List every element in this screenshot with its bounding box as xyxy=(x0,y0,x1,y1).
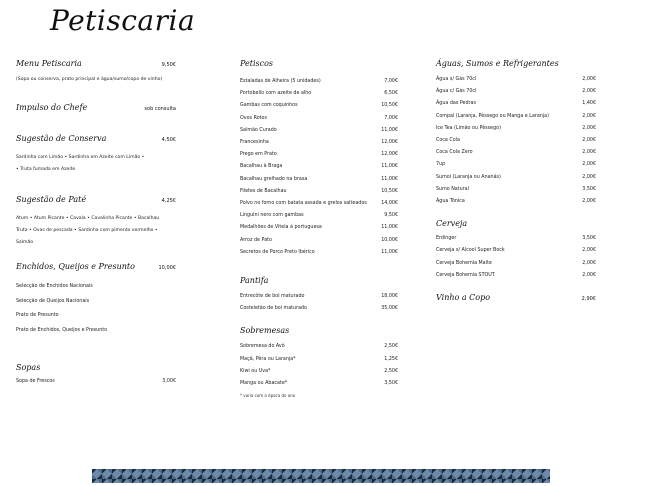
enchidos-item: Selecção de Queijos Nacionais xyxy=(16,298,90,304)
menu-item-price: 2,00€ xyxy=(582,113,596,119)
menu-item-name: 7up xyxy=(436,162,446,168)
menu-item-price: 2,00€ xyxy=(582,248,596,254)
decorative-border xyxy=(92,469,550,483)
conserva-title: Sugestão de Conserva xyxy=(16,134,107,143)
menu-item-price: 11,00€ xyxy=(381,127,398,133)
pate-header xyxy=(16,194,176,207)
menu-item-price: 2,00€ xyxy=(582,138,596,144)
menu-item-price: 7,00€ xyxy=(384,79,398,84)
menu-item xyxy=(436,172,596,184)
menu-item xyxy=(240,210,398,222)
sopas-title: Sopas xyxy=(16,363,41,372)
menu-item-name: Maçã, Pêra ou Laranja* xyxy=(240,356,296,362)
menu-item-price: 2,00€ xyxy=(582,162,596,168)
menu-item-name: Costeletão de boi maturado xyxy=(240,306,307,312)
menu-item xyxy=(436,147,596,159)
right-column xyxy=(436,58,596,305)
menu-item xyxy=(240,354,398,366)
menu-item xyxy=(436,184,596,196)
menu-item-name: Cerveja Bohemia Malte xyxy=(436,260,492,266)
enchidos-header xyxy=(16,261,176,274)
menu-item-name: Ice Tea (Limão ou Pêssego) xyxy=(436,125,501,131)
menu-item-price: 3,50€ xyxy=(582,236,596,242)
menu-item-price: 3,50€ xyxy=(384,381,398,387)
menu-item-name: Bacalhau grelhado na brasa xyxy=(240,176,308,182)
petiscos-header xyxy=(240,58,398,69)
menu-item-price: 2,00€ xyxy=(582,77,596,82)
menu-item-name: Coca Cola xyxy=(436,138,460,144)
menu-petiscaria-title: Menu Petiscaria xyxy=(16,59,82,68)
menu-petiscaria-description: (Sopa ou conserva, prato principal e água/sumo/copo de vinho) xyxy=(16,77,163,82)
menu-item xyxy=(436,74,596,86)
pate-price: 4,25€ xyxy=(161,198,176,204)
menu-item-price: 11,00€ xyxy=(381,225,398,231)
menu-item-name: Bacalhau à Braga xyxy=(240,164,283,170)
cerveja-header xyxy=(436,218,596,229)
vinho-header xyxy=(436,292,596,305)
menu-item-name: Água das Pedras xyxy=(436,101,476,107)
pate-line: Truta • Ovas de pescada • Sardinha com pimento vermelho • xyxy=(16,228,158,233)
cerveja-title: Cerveja xyxy=(436,219,468,229)
menu-item-price: 2,00€ xyxy=(582,199,596,205)
menu-item-price: 3,50€ xyxy=(582,186,596,192)
menu-item-price: 10,00€ xyxy=(381,237,398,243)
menu-item-price: 9,50€ xyxy=(384,213,398,219)
impulso-title: Impulso do Chefe xyxy=(16,103,88,112)
conserva-header xyxy=(16,133,176,146)
sobremesas-title: Sobremesas xyxy=(240,326,290,336)
menu-petiscaria-price: 9,50€ xyxy=(161,62,176,68)
menu-item-price: 2,00€ xyxy=(582,174,596,180)
menu-item xyxy=(240,222,398,234)
menu-item xyxy=(240,186,398,198)
sopas-item-name: Sopa de Frescos xyxy=(16,379,55,384)
menu-item-name: Cerveja s/ Alcool Super Bock xyxy=(436,248,505,254)
menu-item xyxy=(240,198,398,210)
menu-item-price: 14,00€ xyxy=(381,201,398,207)
menu-item-price: 2,00€ xyxy=(582,89,596,95)
menu-item-name: Compal (Laranja, Pêssego ou Manga e Laranja) xyxy=(436,113,549,119)
menu-item xyxy=(240,100,398,112)
menu-item-name: Água Tónica xyxy=(436,199,465,205)
pate-title: Sugestão de Paté xyxy=(16,195,87,204)
menu-item-price: 10,50€ xyxy=(381,103,398,109)
menu-item xyxy=(240,125,398,137)
menu-item xyxy=(240,137,398,149)
menu-item xyxy=(436,196,596,208)
pate-line: Atum • Atum Picante • Cavala • Cavalinha Picante • Bacalhau xyxy=(16,216,160,221)
menu-item-name: Cerveja Bohemia STOUT xyxy=(436,272,495,278)
menu-item xyxy=(436,270,596,282)
sobremesas-header xyxy=(240,325,398,336)
menu-item-name: Prego em Prato xyxy=(240,152,277,158)
impulso-note: sob consulta xyxy=(144,106,176,112)
menu-item xyxy=(240,303,398,315)
menu-item-price: 10,50€ xyxy=(381,188,398,194)
conserva-price: 4,50€ xyxy=(161,137,176,143)
menu-item-price: 1,25€ xyxy=(384,356,398,362)
menu-item-name: Kiwi ou Uva* xyxy=(240,368,271,374)
menu-item-name: Filetes de Bacalhau xyxy=(240,188,287,194)
menu-item-name: Água s/ Gás 70cl xyxy=(436,77,477,82)
enchidos-item: Prato de Enchidos, Queijos e Presunto xyxy=(16,327,108,333)
menu-item xyxy=(436,233,596,245)
sobremesas-footnote: * varia com a época do ano xyxy=(240,393,296,399)
menu-item-name: Água c/ Gás 70cl xyxy=(436,89,477,95)
menu-item-name: Entrecôte de boi maturado xyxy=(240,294,305,300)
menu-item-price: 12,00€ xyxy=(381,152,398,158)
page-title: Petiscaria xyxy=(50,4,196,37)
sopas-item-price: 3,00€ xyxy=(162,379,176,384)
menu-item-price: 2,50€ xyxy=(384,344,398,350)
menu-item xyxy=(240,247,398,259)
impulso-header xyxy=(16,102,176,115)
menu-item-name: Gambas com coquinhos xyxy=(240,103,298,109)
enchidos-title: Enchidos, Queijos e Presunto xyxy=(16,262,135,271)
menu-item xyxy=(436,159,596,171)
menu-item-name: Salmão Curado xyxy=(240,127,277,133)
menu-item-price: 18,00€ xyxy=(381,294,398,300)
menu-item-name: Secretos de Porco Preto Ibérico xyxy=(240,249,315,255)
menu-item xyxy=(436,258,596,270)
pantufa-title: Pantifa xyxy=(240,276,269,286)
aguas-title: Águas, Sumos e Refrigerantes xyxy=(436,59,559,68)
menu-item-name: Francesinha xyxy=(240,140,269,146)
menu-item xyxy=(436,123,596,135)
menu-item xyxy=(240,378,398,390)
sopas-item xyxy=(16,376,176,388)
enchidos-price: 10,00€ xyxy=(158,265,176,271)
menu-item xyxy=(240,161,398,173)
menu-item-name: Estaladas de Alheira (5 unidades) xyxy=(240,79,321,84)
menu-item-price: 12,00€ xyxy=(381,140,398,146)
menu-item xyxy=(240,76,398,88)
vinho-price: 2,90€ xyxy=(581,296,596,303)
menu-item xyxy=(436,98,596,110)
menu-item-price: 2,00€ xyxy=(582,260,596,266)
menu-item-price: 11,00€ xyxy=(381,249,398,255)
menu-item xyxy=(240,113,398,125)
left-column xyxy=(16,58,176,388)
menu-item xyxy=(240,341,398,353)
menu-item-price: 11,00€ xyxy=(381,164,398,170)
menu-item-price: 35,00€ xyxy=(381,306,398,312)
menu-item-name: Linguini nero com gambas xyxy=(240,213,304,219)
conserva-line: Sardinha com Limão • Sardinha em Azeite com Limão • xyxy=(16,155,145,160)
vinho-title: Vinho a Copo xyxy=(436,293,491,303)
middle-column xyxy=(240,58,398,400)
menu-item-price: 2,00€ xyxy=(582,272,596,278)
menu-item xyxy=(240,174,398,186)
menu-item-name: Sumol (Laranja ou Ananás) xyxy=(436,174,501,180)
enchidos-item: Selecção de Enchidos Nacionais xyxy=(16,284,93,289)
aguas-header xyxy=(436,58,596,69)
menu-item-price: 6,50€ xyxy=(384,91,398,97)
menu-item xyxy=(240,88,398,100)
menu-item xyxy=(436,111,596,123)
menu-petiscaria-header xyxy=(16,58,176,71)
menu-item-price: 2,50€ xyxy=(384,368,398,374)
menu-item-name: Ovos Rotos xyxy=(240,115,267,121)
conserva-line: • Truta fumada em Azeite xyxy=(16,167,76,172)
menu-item-price: 7,00€ xyxy=(384,115,398,121)
menu-item xyxy=(436,135,596,147)
menu-item-price: 2,00€ xyxy=(582,125,596,131)
menu-item-name: Medalhões de Vitela à portuguesa xyxy=(240,225,322,231)
petiscos-title: Petiscos xyxy=(240,59,274,68)
menu-item-name: Portobello com azeite de alho xyxy=(240,91,312,97)
menu-item-price: 11,00€ xyxy=(381,176,398,182)
menu-item xyxy=(436,86,596,98)
menu-item xyxy=(240,235,398,247)
menu-item-name: Erdinger xyxy=(436,236,457,242)
menu-item xyxy=(240,291,398,303)
menu-item xyxy=(436,245,596,257)
enchidos-item: Prato de Presunto xyxy=(16,313,59,318)
sopas-header xyxy=(16,362,176,373)
menu-item-name: Arroz de Pato xyxy=(240,237,272,243)
menu-item xyxy=(240,366,398,378)
pate-line: Salmão xyxy=(16,240,34,245)
menu-item xyxy=(240,149,398,161)
menu-item-price: 1,40€ xyxy=(582,101,596,107)
menu-item-name: Manga ou Abacate* xyxy=(240,381,288,387)
menu-item-name: Sobremesa do Avô xyxy=(240,344,285,350)
menu-item-name: Coca Cola Zero xyxy=(436,150,473,156)
menu-item-name: Sumo Natural xyxy=(436,186,469,192)
menu-item-name: Polvo no forno com batata assada e grelos salteados xyxy=(240,201,367,207)
pantufa-header xyxy=(240,275,398,286)
menu-item-price: 2,00€ xyxy=(582,150,596,156)
